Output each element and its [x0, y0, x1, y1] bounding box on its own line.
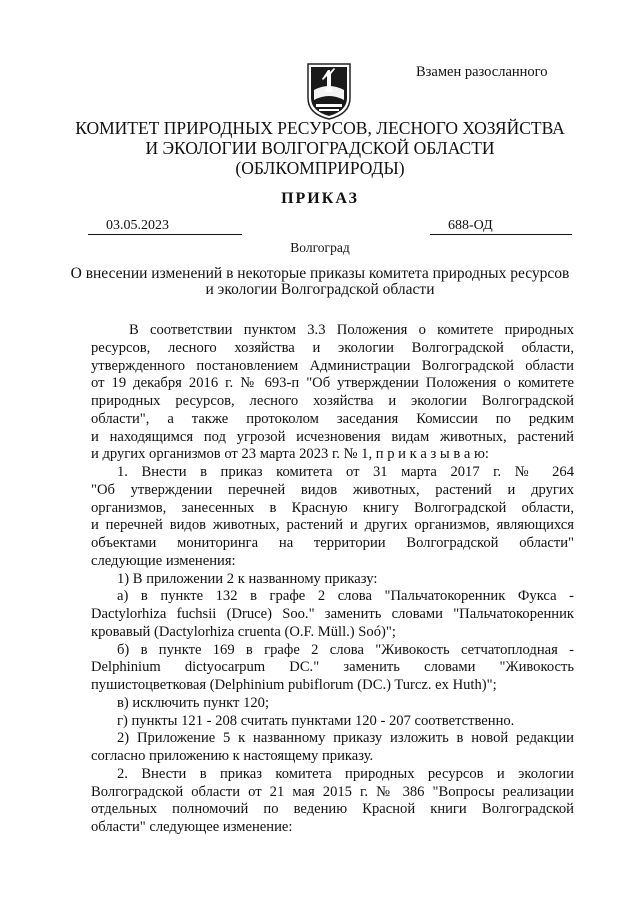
organization-name — [0, 118, 640, 178]
body-line: 1) В приложении 2 к названному приказу: — [117, 570, 378, 587]
body-line: 2. Внести в приказ комитета природных ресурсов и экологии — [117, 765, 574, 782]
body-line: следующие изменения: — [91, 552, 236, 569]
subject-line-2: и экологии Волгоградской области — [205, 281, 435, 298]
issue-city: Волгоград — [290, 240, 350, 255]
body-line: согласно приложению к настоящему приказу. — [91, 748, 374, 764]
subject-line-1: О внесении изменений в некоторые приказы комитета природных ресурсов — [70, 265, 570, 282]
body-line: в) исключить пункт 120; — [117, 694, 270, 711]
body-line: а) в пункте 132 в графе 2 слова "Пальчатокоренник Фукса - — [117, 588, 574, 605]
body-line: г) пункты 121 - 208 считать пунктами 120 - 207 соответственно. — [117, 712, 515, 729]
body-line: утвержденного постановлением Администрации Волгоградской области — [91, 357, 574, 374]
body-line: отдельных полномочий по ведению Красной книги Волгоградской — [91, 801, 574, 818]
body-line: Delphinium dictyocarpum DC." заменить словами "Живокость — [91, 659, 574, 676]
document-type: ПРИКАЗ — [281, 190, 359, 207]
body-line: б) в пункте 169 в графе 2 слова "Живокость сетчатоплодная - — [117, 641, 574, 658]
order-number: 688-ОД — [430, 218, 572, 235]
body-line: и других организмов от 23 марта 2023 г. № 1, п р и к а з ы в а ю: — [91, 446, 489, 463]
order-body — [91, 322, 574, 837]
org-line-1: КОМИТЕТ ПРИРОДНЫХ РЕСУРСОВ, ЛЕСНОГО ХОЗЯЙСТВА — [75, 118, 565, 138]
body-line: от 19 декабря 2016 г. № 693-п "Об утверждении Положения о комитете — [91, 375, 574, 392]
body-line: ресурсов, лесного хозяйства и экологии Волгоградской области, — [91, 339, 574, 356]
org-line-3: (ОБЛКОМПРИРОДЫ) — [235, 158, 405, 178]
body-line: объектами мониторинга на территории Волгоградской области" — [91, 535, 574, 551]
volgograd-emblem-icon — [304, 62, 354, 120]
body-line: области", а также протоколом заседания Комиссии по редким — [91, 410, 574, 427]
body-line: области" следующее изменение: — [91, 819, 293, 835]
body-line: пушистоцветковая (Delphinium pubiflorum (DC.) Turcz. ex Huth)"; — [91, 677, 497, 693]
body-line: Волгоградской области от 21 мая 2015 г. № 386 "Вопросы реализации — [91, 783, 574, 800]
body-line: 1. Внести в приказ комитета от 31 марта 2017 г. № 264 — [117, 464, 574, 480]
order-date: 03.05.2023 — [88, 218, 242, 235]
body-line: организмов, занесенных в Красную книгу Волгоградской области, — [91, 499, 574, 516]
body-line: "Об утверждении перечней видов животных, растений и других — [91, 481, 574, 498]
replacement-stamp: Взамен разосланного — [416, 64, 548, 80]
body-line: Dactylorhiza fuchsii (Druce) Soo." заменить словами "Пальчатокоренник — [91, 606, 574, 622]
body-line: и находящимся под угрозой исчезновения видам животных, растений — [91, 428, 574, 445]
order-subject — [0, 266, 640, 298]
org-line-2: И ЭКОЛОГИИ ВОЛГОГРАДСКОЙ ОБЛАСТИ — [145, 138, 495, 158]
body-line: 2) Приложение 5 к названному приказу изложить в новой редакции — [117, 730, 574, 747]
body-line: кровавый (Dactylorhiza cruenta (O.F. Müll.) Soó)"; — [91, 623, 396, 640]
body-line: природных ресурсов, лесного хозяйства и экологии Волгоградской — [91, 393, 574, 409]
body-line: и перечней видов животных, растений и других организмов, являющихся — [91, 517, 574, 534]
body-line: В соответствии пунктом 3.3 Положения о комитете природных — [129, 322, 574, 338]
